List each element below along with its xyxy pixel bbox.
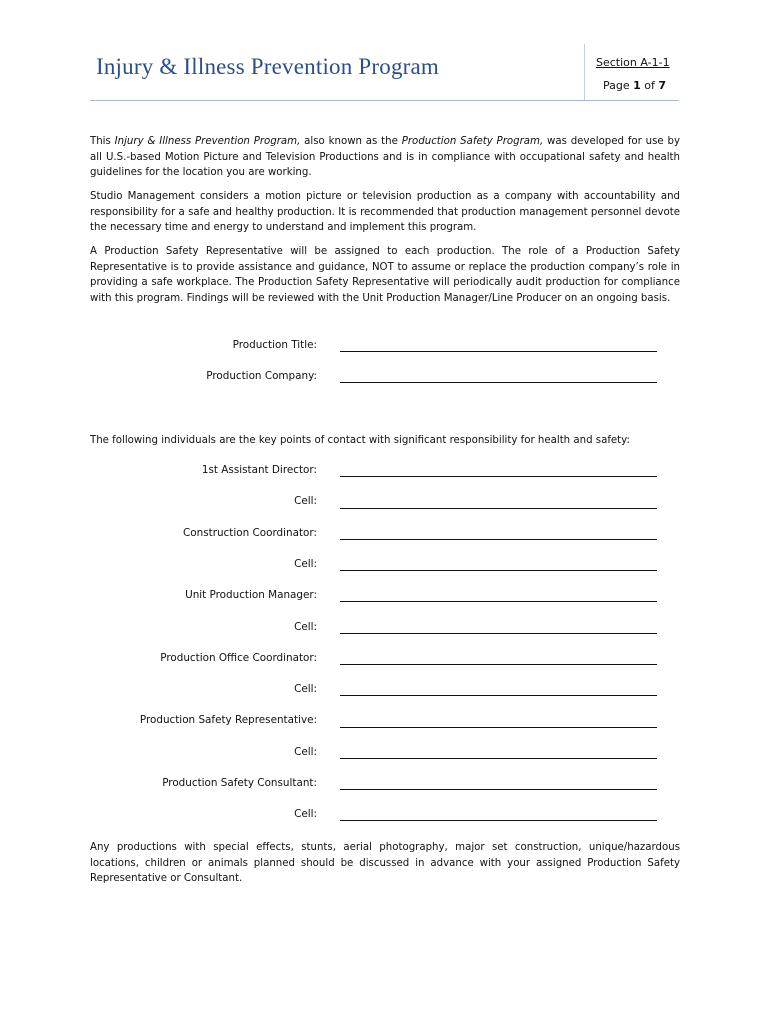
production-office-coordinator-cell-field[interactable] [340, 695, 657, 696]
closing-paragraph: Any productions with special effects, stunts, aerial photography, major set construction, unique/hazardous locations, children or animals planned should be discussed in advance with your assigned Production Safety Representative or Consultant. [90, 842, 680, 885]
first-ad-field[interactable] [340, 476, 657, 477]
production-safety-representative-field[interactable] [340, 727, 657, 728]
construction-coordinator-cell-field[interactable] [340, 570, 657, 571]
production-office-coordinator-label: Production Office Coordinator: [160, 652, 317, 664]
production-company-label: Production Company: [206, 370, 317, 382]
intro-paragraph-2: Studio Management considers a motion picture or television production as a company with accountability and responsibility for a safe and healthy production. It is recommended that production management personnel devote the necessary time and energy to understand and implement this program. [90, 191, 680, 234]
intro-p1-part3: also known as the [300, 136, 402, 147]
page-current: 1 [633, 79, 641, 92]
program-name: Injury & Illness Prevention Program, [114, 136, 301, 147]
page-of: of [644, 79, 655, 92]
document-title: Injury & Illness Prevention Program [96, 54, 440, 79]
intro-p1-part1: This [90, 136, 115, 147]
production-title-label: Production Title: [232, 339, 317, 351]
production-company-field[interactable] [340, 382, 657, 383]
page-number [603, 79, 666, 92]
production-office-coordinator-cell-label: Cell: [294, 683, 317, 695]
production-title-field[interactable] [340, 351, 657, 352]
intro-paragraph-1 [90, 134, 680, 181]
header-divider-vertical [584, 44, 585, 100]
program-alias: Production Safety Program, [401, 136, 544, 147]
unit-production-manager-cell-label: Cell: [294, 621, 317, 633]
page-total: 7 [658, 79, 667, 92]
section-id: Section A-1-1 [596, 56, 670, 69]
first-ad-cell-label: Cell: [294, 495, 317, 507]
construction-coordinator-label: Construction Coordinator: [183, 527, 317, 539]
first-ad-cell-field[interactable] [340, 508, 657, 509]
production-office-coordinator-field[interactable] [340, 664, 657, 665]
production-safety-consultant-cell-field[interactable] [340, 820, 657, 821]
production-safety-representative-label: Production Safety Representative: [139, 714, 317, 726]
header-divider [90, 100, 679, 101]
unit-production-manager-field[interactable] [340, 601, 657, 602]
production-safety-consultant-cell-label: Cell: [294, 808, 317, 820]
first-ad-label: 1st Assistant Director: [201, 464, 317, 476]
unit-production-manager-cell-field[interactable] [340, 633, 657, 634]
page-prefix: Page [603, 79, 630, 92]
production-safety-representative-cell-label: Cell: [294, 746, 317, 758]
intro-p1-part5: was developed for use by all U.S.-based Motion Picture and Television Productions and is in compliance with occupational safety and health guidelines for the location you are working. [90, 136, 681, 179]
production-safety-consultant-field[interactable] [340, 789, 657, 790]
unit-production-manager-label: Unit Production Manager: [185, 589, 317, 601]
contacts-intro: The following individuals are the key points of contact with significant responsibility for health and safety: [90, 435, 630, 446]
construction-coordinator-cell-label: Cell: [294, 558, 317, 570]
production-safety-consultant-label: Production Safety Consultant: [162, 777, 317, 789]
construction-coordinator-field[interactable] [340, 539, 657, 540]
production-safety-representative-cell-field[interactable] [340, 758, 657, 759]
intro-paragraph-3: A Production Safety Representative will be assigned to each production. The role of a Production Safety Representative is to provide assistance and guidance, NOT to assume or replace the production company’s role in providing a safe workplace. The Production Safety Representative will periodically audit production for compliance with this program. Findings will be reviewed with the Unit Production Manager/Line Producer on an ongoing basis. [90, 246, 680, 304]
